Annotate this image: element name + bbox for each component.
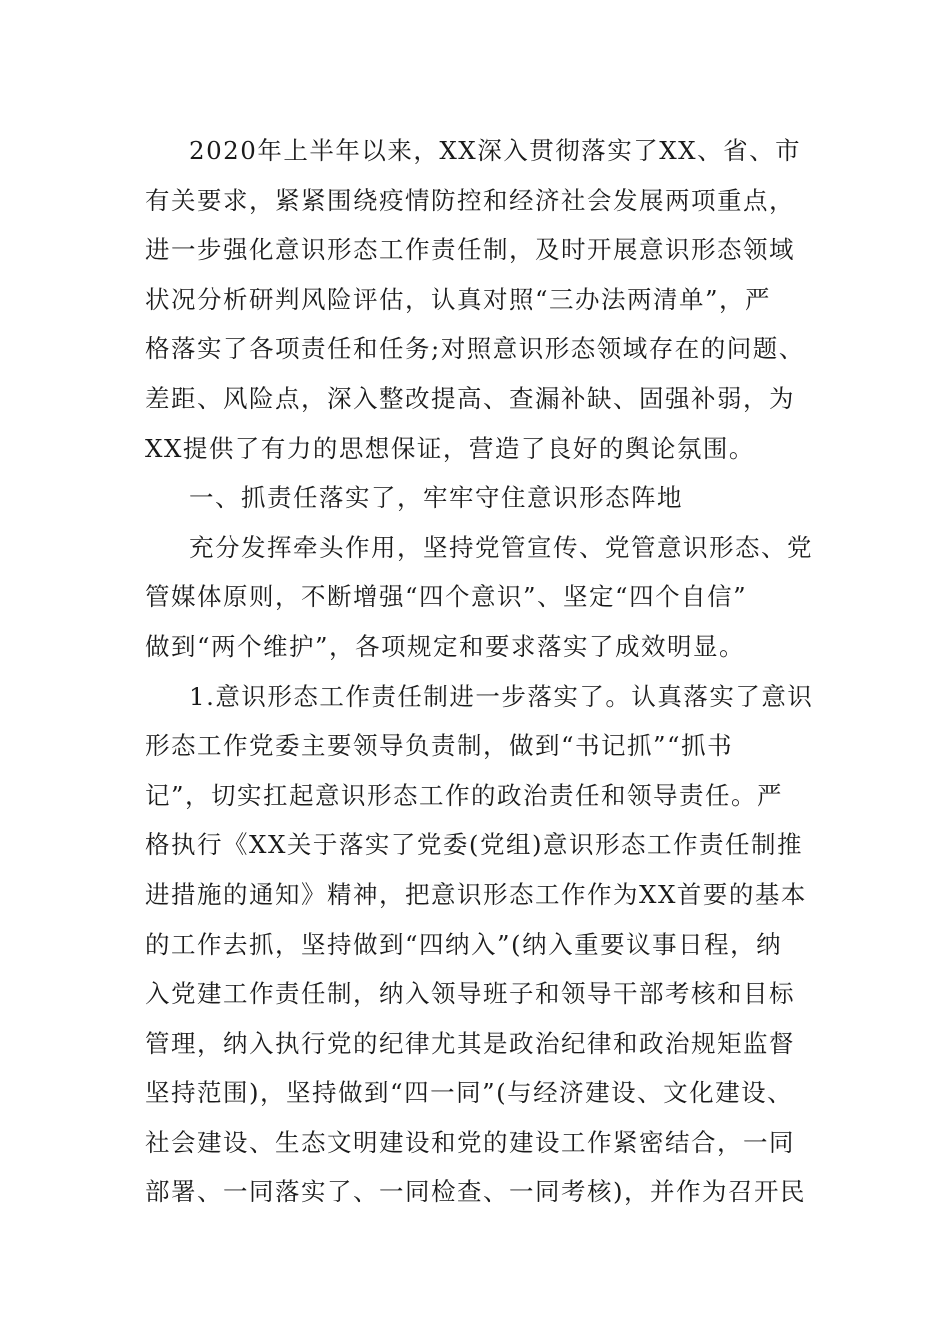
paragraph-line: 差距、风险点，深入整改提高、查漏补缺、固强补弱，为 [145,383,795,413]
paragraph-line: 有关要求，紧紧围绕疫情防控和经济社会发展两项重点， [145,185,795,215]
paragraph-line: 坚持范围)，坚持做到“四一同”(与经济建设、文化建设、 [145,1078,794,1108]
paragraph-line: 记”，切实扛起意识形态工作的政治责任和领导责任。严 [145,780,784,810]
section-heading: 一、抓责任落实了，牢牢守住意识形态阵地 [189,483,683,513]
paragraph-line: 做到“两个维护”，各项规定和要求落实了成效明显。 [145,631,746,661]
paragraph-line: 部署、一同落实了、一同检查、一同考核)，并作为召开民 [145,1177,807,1207]
paragraph-line: 状况分析研判风险评估，认真对照“三办法两清单”，严 [145,284,772,314]
paragraph-line: 社会建设、生态文明建设和党的建设工作紧密结合，一同 [145,1127,795,1157]
paragraph-line: 格执行《XX关于落实了党委(党组)意识形态工作责任制推 [145,830,803,860]
paragraph-line: 2020年上半年以来，XX深入贯彻落实了XX、省、市 [189,136,802,165]
paragraph-line: 进措施的通知》精神，把意识形态工作作为XX首要的基本 [145,879,807,909]
paragraph-line: XX提供了有力的思想保证，营造了良好的舆论氛围。 [145,433,755,463]
paragraph-line: 的工作去抓，坚持做到“四纳入”(纳入重要议事日程，纳 [145,929,783,959]
paragraph-line: 进一步强化意识形态工作责任制，及时开展意识形态领域 [145,235,795,265]
paragraph-line: 管理，纳入执行党的纪律尤其是政治纪律和政治规矩监督 [145,1028,795,1058]
body-text [145,126,815,1217]
paragraph-line: 形态工作党委主要领导负责制，做到“书记抓”“抓书 [145,731,734,761]
paragraph-line: 格落实了各项责任和任务;对照意识形态领域存在的问题、 [145,334,805,364]
numbered-item-line: 1.意识形态工作责任制进一步落实了。认真落实了意识 [189,681,814,711]
paragraph-line: 入党建工作责任制，纳入领导班子和领导干部考核和目标 [145,979,795,1009]
paragraph-line: 管媒体原则，不断增强“四个意识”、坚定“四个自信” [145,582,748,612]
paragraph-line: 充分发挥牵头作用，坚持党管宣传、党管意识形态、党 [189,532,813,562]
